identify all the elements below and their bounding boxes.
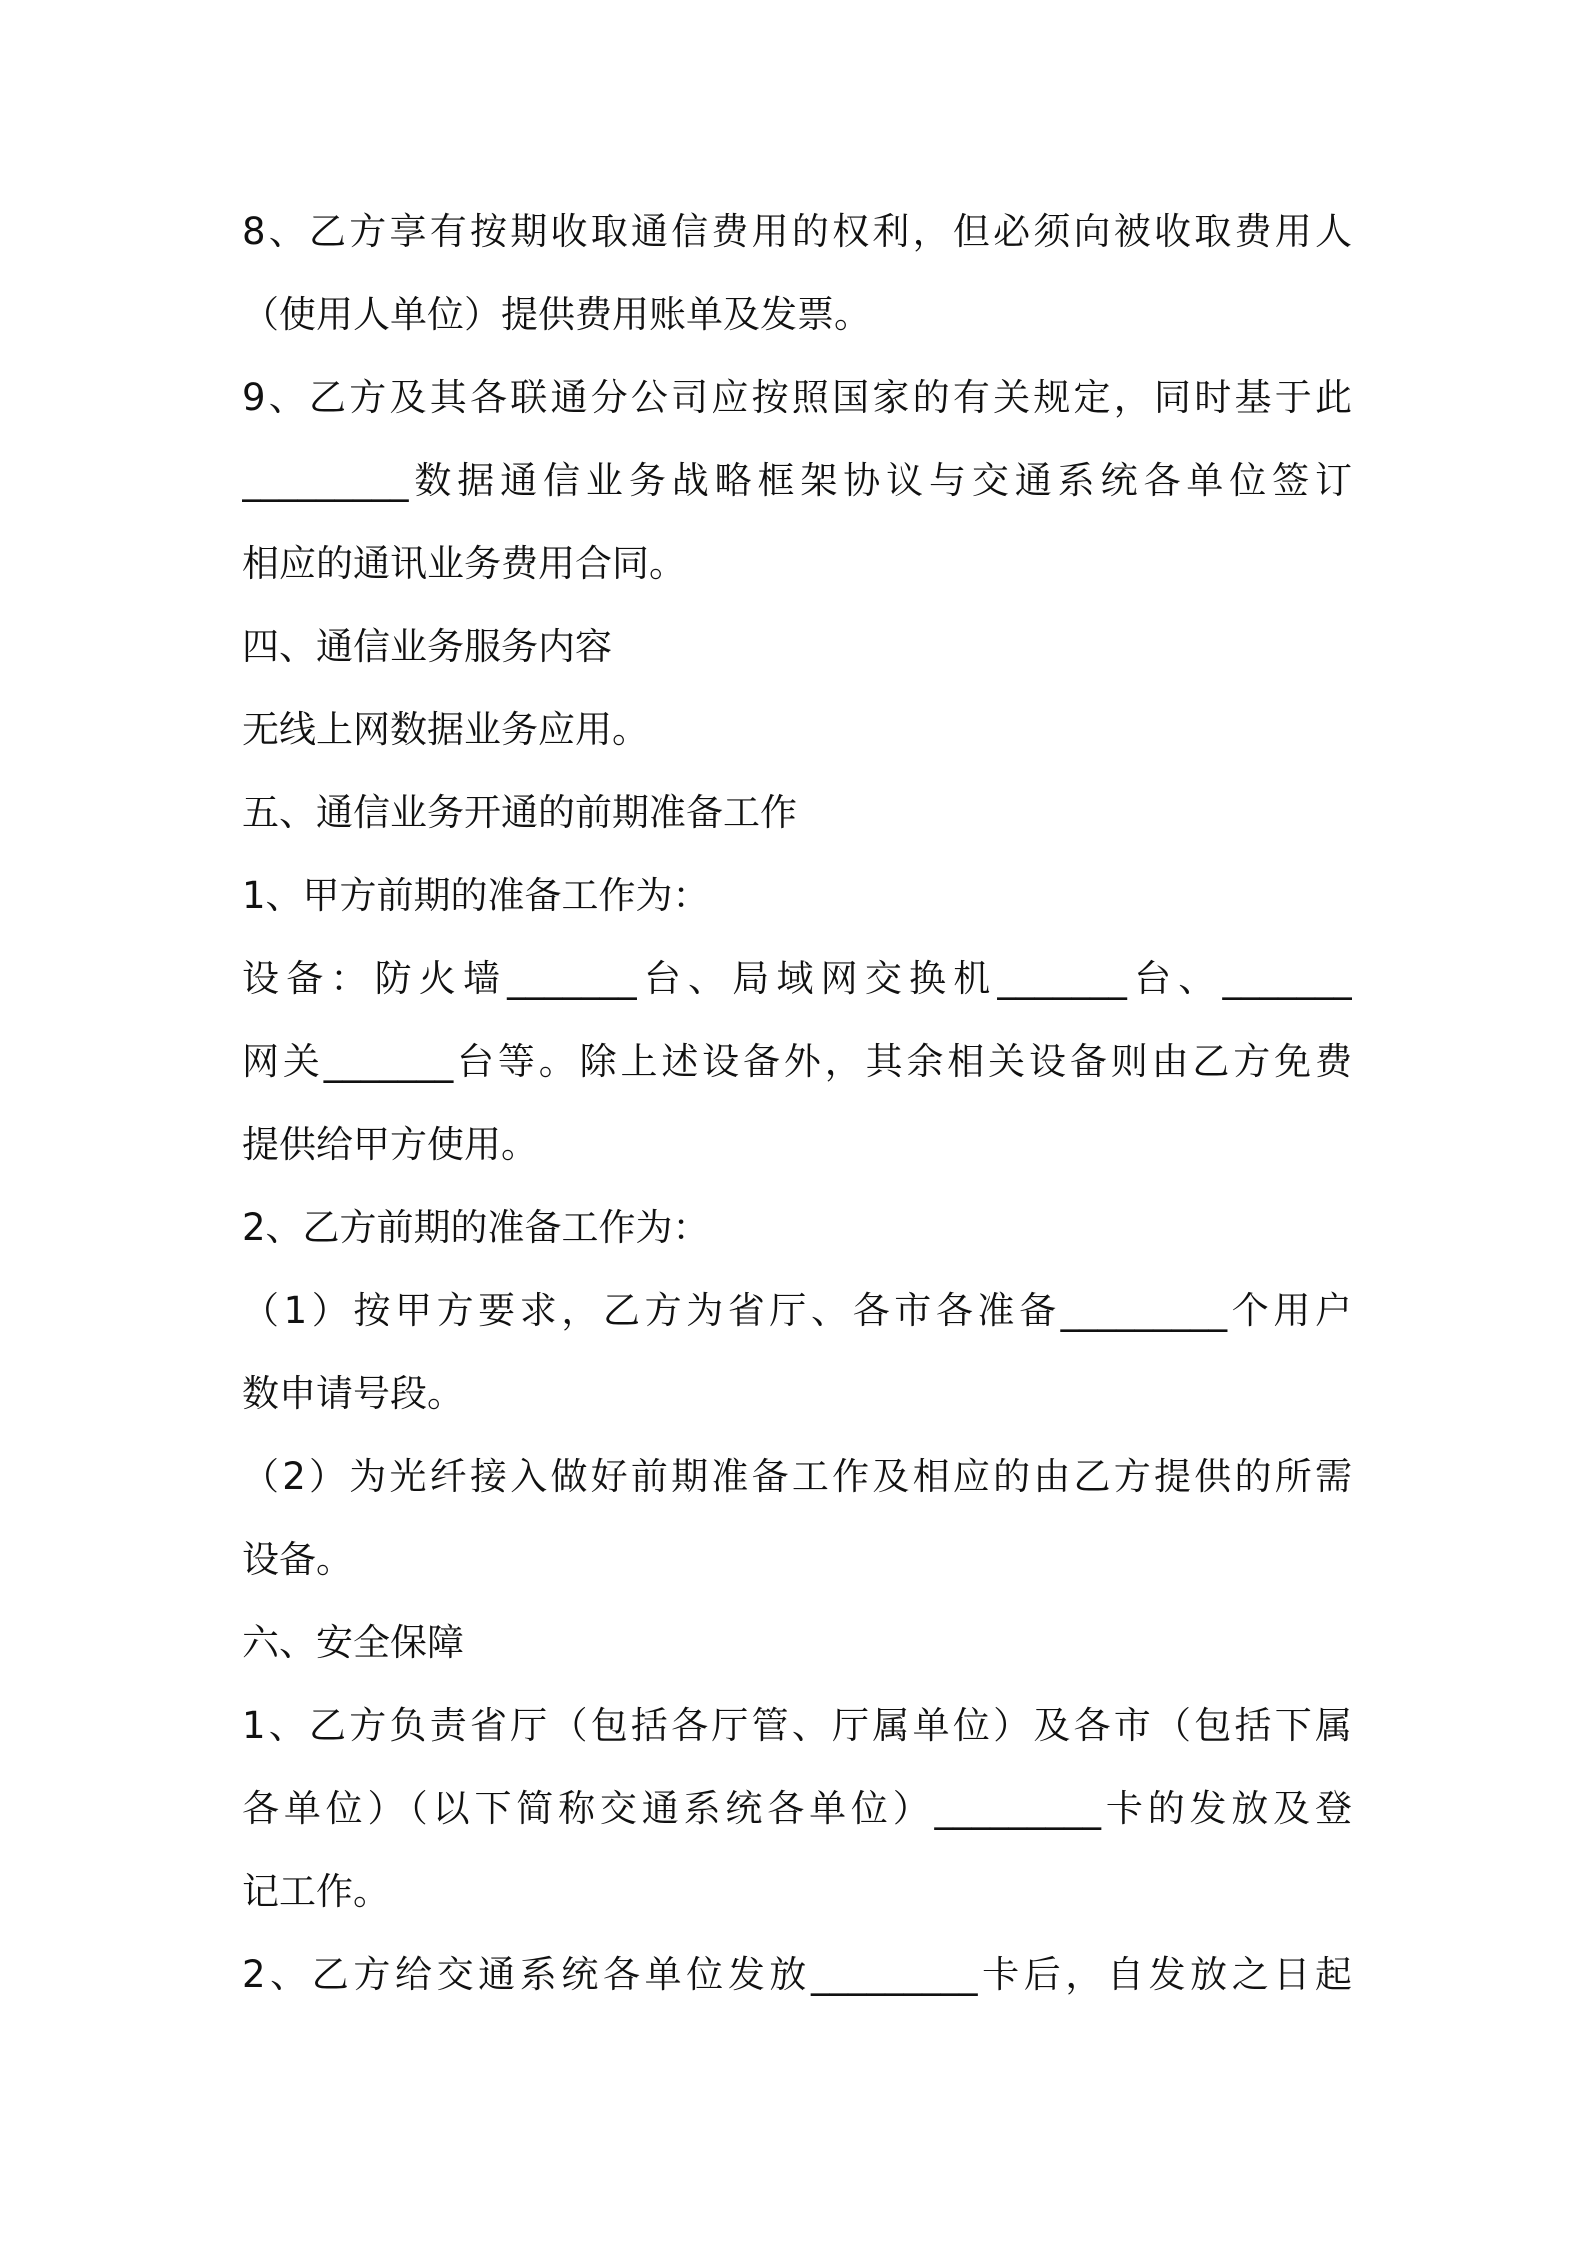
section-6-item-1-line-2: 各单位）（以下简称交通系统各单位）_________卡的发放及登	[242, 1787, 1352, 1830]
section-5-heading: 五、通信业务开通的前期准备工作	[242, 791, 797, 834]
section-5-item-2-sub-2-line-1: （2）为光纤接入做好前期准备工作及相应的由乙方提供的所需	[242, 1455, 1352, 1498]
clause-9-line-3: 相应的通讯业务费用合同。	[242, 542, 686, 585]
section-5-item-2-sub-1-line-1: （1）按甲方要求，乙方为省厅、各市各准备_________个用户	[242, 1289, 1352, 1332]
section-5-item-1-line-2: 网关_______台等。除上述设备外，其余相关设备则由乙方免费	[242, 1040, 1352, 1083]
section-5-item-1-heading: 1、甲方前期的准备工作为：	[242, 874, 710, 917]
clause-8-line-1: 8、乙方享有按期收取通信费用的权利，但必须向被收取费用人	[242, 210, 1352, 253]
section-5-item-2-heading: 2、乙方前期的准备工作为：	[242, 1206, 710, 1249]
section-5-item-2-sub-2-line-2: 设备。	[242, 1538, 353, 1581]
section-6-item-1-line-1: 1、乙方负责省厅（包括各厅管、厅属单位）及各市（包括下属	[242, 1704, 1352, 1747]
clause-8-line-2: （使用人单位）提供费用账单及发票。	[242, 293, 871, 336]
section-5-item-1-line-3: 提供给甲方使用。	[242, 1123, 538, 1166]
section-6-heading: 六、安全保障	[242, 1621, 464, 1664]
section-6-item-2-line-1: 2、乙方给交通系统各单位发放_________卡后，自发放之日起	[242, 1953, 1352, 1996]
document-body	[242, 190, 1352, 2016]
section-6-item-1-line-3: 记工作。	[242, 1870, 390, 1913]
section-4-text: 无线上网数据业务应用。	[242, 708, 649, 751]
clause-9-line-2: _________数据通信业务战略框架协议与交通系统各单位签订	[242, 459, 1352, 502]
clause-9-line-1: 9、乙方及其各联通分公司应按照国家的有关规定，同时基于此	[242, 376, 1352, 419]
section-5-item-2-sub-1-line-2: 数申请号段。	[242, 1372, 464, 1415]
section-5-item-1-line-1: 设备：防火墙_______台、局域网交换机_______台、_______	[242, 957, 1352, 1000]
section-4-heading: 四、通信业务服务内容	[242, 625, 612, 668]
